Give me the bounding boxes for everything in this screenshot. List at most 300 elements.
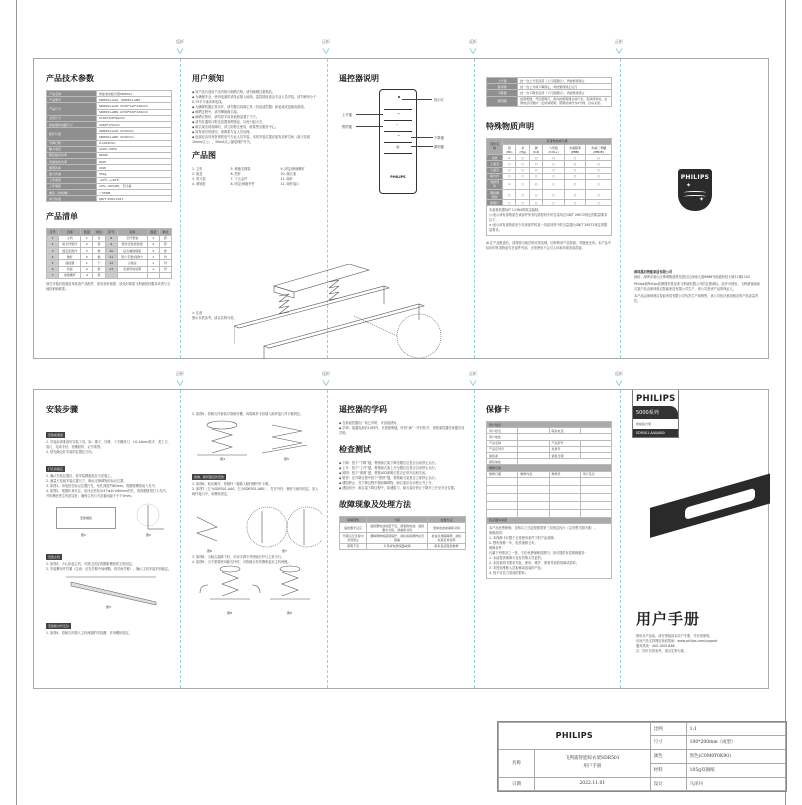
color-label: 颜色 bbox=[650, 749, 686, 763]
packing-cell: 8 bbox=[105, 235, 117, 241]
callout-line bbox=[402, 99, 432, 100]
figure-caption: 图8 bbox=[227, 611, 232, 615]
column-header: 故障现象 bbox=[340, 517, 367, 523]
company-address: 地址：深圳市南山区粤海街道科技园社区深南大道9966号威盛科技大厦11楼1102 bbox=[634, 275, 750, 279]
hazard-mark: ○ bbox=[543, 155, 564, 161]
hazard-mark: ○ bbox=[564, 161, 586, 167]
name-label: 名称 bbox=[499, 749, 535, 777]
color-value: 黑色(C0M0Y0K90) bbox=[686, 749, 785, 763]
section-repair-log: 维修记录 bbox=[487, 465, 612, 471]
fault-cell: 联系售后服务维修 bbox=[428, 543, 466, 549]
hazard-notes bbox=[486, 206, 612, 236]
title-block-logo: PHILIPS bbox=[499, 723, 651, 750]
panel-remote bbox=[327, 59, 474, 358]
repair-cell[interactable] bbox=[549, 509, 580, 517]
bullet-item: ◆ 遇阻回升：晾衣架下降过程中，如遇阻力，晾衣架应停止下降并上升至安全位置。 bbox=[339, 486, 466, 491]
fold-mark-icon bbox=[469, 380, 477, 386]
service-line: 4. 因不可抗力造成的损坏。 bbox=[489, 570, 529, 575]
service-line: 2. 整机保修一年，电机保修五年。 bbox=[489, 540, 538, 545]
packing-cell: 套 bbox=[159, 247, 171, 253]
part-label: 9. 固定/伸缩螺钉 bbox=[280, 167, 305, 171]
packing-cell: 1 bbox=[147, 260, 159, 266]
spec-value: SDR501-AB0: 2230*520*120mm bbox=[97, 109, 172, 115]
repair-cell[interactable] bbox=[549, 493, 580, 501]
hazard-mark: ○ bbox=[543, 200, 564, 206]
part-name: 下盖壳 bbox=[487, 167, 503, 173]
install-step: 1. 如图6，取出侧杆，将侧杆一端插入晾杆槽内并卡紧。 bbox=[192, 482, 272, 486]
packing-cell: 4 bbox=[81, 272, 93, 278]
field-label: 用户姓名 bbox=[487, 428, 518, 434]
repair-cell[interactable] bbox=[487, 509, 518, 517]
hazard-mark: ○ bbox=[586, 155, 612, 161]
field-label: 联系电话 bbox=[549, 428, 580, 434]
figure-1-template bbox=[56, 507, 116, 529]
recycle-note: ♻ 在产品报废后，请按照当地法规妥善处理，回收利用产品资源，勿随意丢弃。本产品中标识的有害物质仅在部件内部，正常使用不会对人体和环境造成损害。 bbox=[486, 241, 611, 251]
hazard-title: 特殊物质声明 bbox=[486, 121, 534, 131]
wave bbox=[684, 191, 706, 194]
column-header: 维修员 bbox=[549, 471, 580, 477]
hazard-mark: ○ bbox=[543, 161, 564, 167]
learning-title: 遥控器的学码 bbox=[339, 405, 387, 414]
figures-6-7 bbox=[192, 497, 319, 555]
column-header: 序号 bbox=[47, 229, 59, 235]
hazard-mark: ○ bbox=[586, 179, 612, 189]
figure-caption: 图5 bbox=[284, 457, 289, 461]
design-value: 马泽丹 bbox=[686, 777, 785, 790]
hazard-mark: ○ bbox=[516, 167, 530, 173]
material-value: 105g双铜纸 bbox=[686, 763, 785, 777]
fault-cell: 升降运行过程中突然停止 bbox=[340, 533, 367, 543]
packing-cell: 4 bbox=[47, 254, 59, 260]
star-icon: ✦ bbox=[698, 196, 704, 203]
hazard-mark: ○ bbox=[543, 167, 564, 173]
spec-value: 220V~50Hz bbox=[97, 146, 172, 152]
bullet-item: ◆ 晾晒过程中，请勿攀爬晾衣架。 bbox=[192, 110, 319, 115]
down-arrow-icon: ⌄ bbox=[397, 132, 401, 137]
column-header: 处理方法 bbox=[428, 517, 466, 523]
indicator-led-icon bbox=[398, 96, 400, 98]
cover-note: 访问产品支持网站获取帮助：www.philips.com/support bbox=[636, 639, 718, 643]
packing-cell: 1 bbox=[147, 266, 159, 272]
field-label: 发票号 bbox=[549, 446, 580, 452]
install-step: 2. 测量天花板安装位置尺寸，确认无障碍物后标记位置。 bbox=[46, 479, 127, 483]
hazard-mark: ○ bbox=[503, 173, 516, 179]
fold-label: 正折 bbox=[615, 39, 623, 44]
packing-row bbox=[47, 272, 172, 278]
part-name: 晾衣杆 bbox=[487, 173, 503, 179]
hazard-mark: ○ bbox=[529, 173, 542, 179]
figure-3 bbox=[46, 572, 172, 612]
hazard-mark: ○ bbox=[564, 167, 586, 173]
spec-label: 升降行程 bbox=[47, 140, 97, 146]
packing-table bbox=[46, 228, 172, 279]
figure-2-drawing bbox=[136, 503, 166, 533]
column-header: 有害物质或元素 bbox=[503, 138, 612, 144]
bullet-item: ◆ 为确保机器正常运作，请勿擅自拆卸主机（包括遥控器）和更改或更换电源线。 bbox=[192, 105, 319, 110]
packing-cell: 晾衣杆组件 bbox=[59, 241, 81, 247]
bullet-item: ◆ 如发现异常情况，请联系专业人员处理。 bbox=[192, 130, 319, 135]
key-name: 暂停键 bbox=[487, 84, 518, 90]
part-name: 电控部件 bbox=[487, 179, 503, 189]
repair-cell[interactable] bbox=[580, 509, 611, 517]
parts-list bbox=[192, 167, 319, 187]
packing-cell: 1 bbox=[147, 254, 159, 260]
part-label: 3. 剪刀架 bbox=[192, 177, 206, 181]
column-header: 名称 bbox=[117, 229, 147, 235]
hazard-mark: ○ bbox=[503, 161, 516, 167]
figure-8-9-drawing bbox=[192, 565, 322, 617]
panel-install bbox=[34, 390, 180, 688]
scale-value: 1:1 bbox=[686, 723, 785, 736]
fault-cell: 检查并排除障碍，减轻负载后再使用 bbox=[428, 533, 466, 543]
repair-cell[interactable] bbox=[487, 477, 518, 485]
label-up: 上升键 bbox=[342, 113, 352, 117]
figure-3-drawing bbox=[46, 572, 166, 606]
fault-cell: 遥控器无反应 bbox=[340, 523, 367, 533]
figure-caption: 图6 bbox=[207, 549, 212, 553]
hazard-mark: ○ bbox=[529, 200, 542, 206]
packing-cell: 套 bbox=[159, 235, 171, 241]
figure-caption: 图4 bbox=[220, 457, 225, 461]
repair-cell[interactable] bbox=[487, 501, 518, 509]
packing-cell: 1 bbox=[47, 235, 59, 241]
install-step: 1. 确认安装位置后，将安装模板贴在天花板上。 bbox=[46, 474, 114, 478]
install-step: 1. 如图3，小心抬起主机，对准已固定的膨胀螺栓将主机固定。 bbox=[46, 562, 135, 566]
material-label: 材料 bbox=[650, 763, 686, 777]
warning-note bbox=[192, 311, 237, 321]
spec-value: ＜55DB bbox=[97, 190, 172, 196]
packing-cell: 主机 bbox=[59, 235, 81, 241]
hazard-table bbox=[486, 138, 612, 207]
install-step: 2. 如图7（左为SDR501-AA0，右为SDR501-AB0），打开外杆，侧杆与晾杆固定，放入晾杆接口中，用螺丝固定。 bbox=[192, 487, 319, 496]
packing-cell: 挡板 bbox=[59, 266, 81, 272]
hazard-mark: ○ bbox=[529, 167, 542, 173]
cover-brand-box bbox=[632, 390, 679, 438]
column-header: 序号 bbox=[105, 229, 117, 235]
divider bbox=[384, 142, 412, 143]
packing-cell: 4 bbox=[147, 247, 159, 253]
bullet-item: ◆ 暂停：在升降过程中按下“暂停”键，观察晾衣架是否立即停止运行。 bbox=[339, 476, 466, 481]
rack-window bbox=[685, 488, 755, 520]
tag-prep: 安装前准备 bbox=[48, 433, 64, 437]
packing-cell: 份 bbox=[159, 254, 171, 260]
packing-cell: 份 bbox=[159, 260, 171, 266]
hazard-mark: ○ bbox=[586, 161, 612, 167]
spec-label: 风速电机功率 bbox=[47, 159, 97, 165]
hazard-mark: ○ bbox=[516, 173, 530, 179]
spec-value: 20W bbox=[97, 165, 172, 171]
field-label: 销售商 bbox=[487, 452, 518, 458]
packing-cell: 加强横杆 bbox=[59, 272, 81, 278]
install-step: 1. 安装前请准备好安装工具，如：梯子、钉锤、十字螺丝刀、10-14mm扳手、美工刀、卷尺、电动手钻、铅锤胶带、记号笔等。 bbox=[46, 440, 171, 449]
packing-cell: 12 bbox=[105, 260, 117, 266]
panel-hazard bbox=[474, 59, 620, 358]
key-name: 上升键 bbox=[487, 78, 518, 84]
category-label: 智能晾衣架 bbox=[636, 422, 652, 426]
repair-cell[interactable] bbox=[549, 477, 580, 485]
service-line: 1. 本保修卡仅限于正常使用条件下的产品故障。 bbox=[489, 535, 557, 540]
tag-host: 安装主机 bbox=[48, 555, 61, 559]
column-header: 数量 bbox=[81, 229, 93, 235]
fold-label: 正折 bbox=[469, 371, 477, 376]
install-step: 3. 如图1，用电钻在标记位置打孔，钻孔深度约60mm，将膨胀螺栓装入孔中。 bbox=[46, 484, 158, 488]
hazard-mark: ○ bbox=[529, 161, 542, 167]
philips-shield-logo-icon: PHILIPS ✦ ✦ bbox=[678, 169, 712, 211]
part-label: 12. 晾杆接口 bbox=[280, 182, 300, 186]
series-label: 5000系列 bbox=[633, 406, 678, 419]
hazard-mark: × bbox=[503, 155, 516, 161]
packing-cell: 空杆套装 bbox=[117, 235, 147, 241]
column-header: 单位 bbox=[93, 229, 105, 235]
hazard-mark: ○ bbox=[586, 167, 612, 173]
fold-mark-icon bbox=[615, 48, 623, 54]
fold-mark-icon bbox=[322, 48, 330, 54]
column-header: 部件名称 bbox=[487, 138, 503, 154]
title-block bbox=[497, 721, 787, 792]
size-label: 尺寸 bbox=[650, 736, 686, 749]
figures-1-2 bbox=[46, 503, 172, 543]
figure-caption: 图2 bbox=[146, 533, 151, 537]
bullet-item: ◆ 照明：按下“照明”键，观察LED照明灯是否正常开启和关闭。 bbox=[339, 471, 466, 476]
hazard-row bbox=[487, 190, 612, 200]
fold-label: 反折 bbox=[176, 39, 184, 44]
packing-cell: 安装用电说明 bbox=[117, 266, 147, 272]
key-function: 按一次下降至底部（下行程限位），再按暂停停止 bbox=[518, 90, 612, 96]
callout-line bbox=[411, 146, 433, 147]
tag-storage: 收纳、晾杆固定和安装 bbox=[194, 475, 225, 479]
company-name: 深圳晨启智能家居有限公司 bbox=[634, 270, 673, 274]
repair-cell[interactable] bbox=[549, 501, 580, 509]
hazard-row bbox=[487, 200, 612, 206]
panel-warranty bbox=[474, 390, 620, 688]
tag-rod: 安装晾衣杆定位 bbox=[48, 624, 70, 628]
label-light: 照明键 bbox=[434, 145, 444, 149]
spec-value: SDR501-AA0: 2130mm bbox=[97, 128, 172, 134]
spec-label: 产品型号 bbox=[47, 97, 97, 103]
header-row bbox=[487, 144, 612, 154]
substance-header: 铅(Pb) bbox=[503, 144, 516, 154]
packing-cell: 13 bbox=[105, 266, 117, 272]
repair-cell[interactable] bbox=[580, 477, 611, 485]
divider bbox=[384, 153, 412, 154]
packing-cell: 10 bbox=[105, 247, 117, 253]
install-step: 4. 如图9，当不需要使用晾衣杆时，可将晾衣杆折叠收起至主机两侧。 bbox=[192, 560, 291, 564]
hazard-mark: ○ bbox=[516, 200, 530, 206]
packing-note: 请在开箱后按照清单检查产品配件，如发现有缺损、请及时联系飞利浦授权服务或者与当地经销商联系。 bbox=[46, 281, 171, 291]
column-header: 名称 bbox=[59, 229, 81, 235]
fold-mark-icon bbox=[322, 380, 330, 386]
label-stop: 暂停键 bbox=[342, 125, 352, 129]
warranty-table bbox=[486, 421, 612, 579]
column-header: 单位 bbox=[159, 229, 171, 235]
fold-label: 反折 bbox=[322, 371, 330, 376]
packing-cell: 个 bbox=[93, 260, 105, 266]
packing-cell: 配件安装套装组 bbox=[117, 241, 147, 247]
repair-cell[interactable] bbox=[518, 493, 549, 501]
substance-header: 多溴联苯(PBB) bbox=[564, 144, 586, 154]
figure-6-7-drawing bbox=[192, 497, 322, 549]
column-header: 维修内容 bbox=[518, 471, 549, 477]
packing-cell: 6 bbox=[47, 266, 59, 272]
part-label: 1. 主机 bbox=[192, 167, 203, 171]
bullet-item: ◆ 电源应由具有资格的电气专业人员安装，本机安装位置应留有足够空间（离天花板10mm以上），30mA以上漏电保护开关。 bbox=[192, 135, 319, 145]
spec-value: 智能电动晾衣架SDR501 bbox=[97, 91, 172, 97]
packing-cell: 3 bbox=[47, 247, 59, 253]
cover-notes bbox=[636, 634, 764, 654]
spec-value: 0-1020mm bbox=[97, 140, 172, 146]
part-label: 5. 伸缩支撑架 bbox=[230, 167, 251, 171]
bullet-item: ◆ 学码：接通电源后10秒内，长按照明键，听到“滴”一声后松开，再按遥控器任意键完成学码。 bbox=[339, 426, 466, 436]
packing-cell: 遥控器 bbox=[59, 260, 81, 266]
figure-caption: 图3 bbox=[106, 605, 111, 609]
packing-cell: 钻孔辅助模板 bbox=[117, 247, 147, 253]
spec-value: SDR501-AA0、SDR501-AB0 bbox=[97, 97, 172, 103]
packing-cell: 1 bbox=[81, 235, 93, 241]
packing-cell: 台 bbox=[93, 235, 105, 241]
packing-title: 产品清单 bbox=[46, 212, 78, 222]
faults-title: 故障现象及处理方法 bbox=[339, 500, 411, 509]
spec-label: 晾杆长度 bbox=[47, 128, 97, 140]
packing-cell: 7 bbox=[47, 272, 59, 278]
warning-title: ⚠ 注意 bbox=[192, 311, 203, 315]
fold-label: 反折 bbox=[469, 39, 477, 44]
figure-label: 安装模板 bbox=[79, 516, 92, 520]
fold-mark-icon bbox=[176, 48, 184, 54]
repair-cell[interactable] bbox=[487, 493, 518, 501]
spec-value: 560W bbox=[97, 152, 172, 158]
hazard-mark: ○ bbox=[543, 173, 564, 179]
figure-caption: 图7 bbox=[282, 549, 287, 553]
bullet-item: ◆ 为确保安全，使用电源时请务必插入地线，监控插座请由专业人员安装，请勿使用小于0.75平方毫米的电线。 bbox=[192, 95, 319, 105]
warning-icon: ⚠ bbox=[192, 311, 195, 315]
packing-cell: 9 bbox=[105, 241, 117, 247]
recycle-icon: ♻ bbox=[486, 241, 489, 246]
packing-cell bbox=[105, 272, 117, 278]
notice-list bbox=[192, 90, 319, 145]
fault-cell: 遥控器电池电量不足，请更换电池；遥控器未对码，请重新对码 bbox=[367, 523, 428, 533]
spec-label: 产品名称 bbox=[47, 91, 97, 97]
field-label: 用户地址 bbox=[487, 434, 518, 440]
part-label: 8. 固定/伸缩杆件 bbox=[230, 182, 255, 186]
repair-cell[interactable] bbox=[487, 485, 518, 493]
packing-cell: 2 bbox=[81, 241, 93, 247]
service-line: 保修范围： bbox=[489, 530, 505, 535]
repair-cell[interactable] bbox=[580, 485, 611, 493]
repair-cell[interactable] bbox=[518, 501, 549, 509]
spec-value: 1064*170mm bbox=[97, 121, 172, 127]
repair-cell[interactable] bbox=[580, 501, 611, 509]
spec-value: 60W bbox=[97, 159, 172, 165]
hazard-mark: ○ bbox=[543, 190, 564, 200]
packing-cell: 2 bbox=[81, 254, 93, 260]
section-user-info: 用户信息 bbox=[487, 422, 612, 428]
packing-cell: 2 bbox=[81, 266, 93, 272]
packing-cell: 侧杆 bbox=[59, 254, 81, 260]
fault-row bbox=[340, 523, 466, 533]
hazard-mark: ○ bbox=[564, 200, 586, 206]
column-header: 维修日期 bbox=[487, 471, 518, 477]
spec-value: 1184*316*62mm bbox=[97, 115, 172, 121]
hazard-note: ○:表示该有害物质在该部件所有均质材料中的含量均在GB/T 26572规定的限量要求以下。 bbox=[489, 213, 608, 223]
substance-header: 汞(Hg) bbox=[516, 144, 530, 154]
stop-icon: – bbox=[396, 122, 398, 127]
repair-cell[interactable] bbox=[518, 509, 549, 517]
specs-title: 产品技术参数 bbox=[46, 74, 94, 83]
callout-line bbox=[356, 126, 383, 127]
substance-header: 六价铬(Cr6+) bbox=[543, 144, 564, 154]
warranty-title: 保修卡 bbox=[486, 405, 510, 414]
check-title: 检查测试 bbox=[339, 445, 371, 454]
company-info bbox=[634, 270, 762, 304]
date-value: 2022.11.01 bbox=[535, 777, 651, 790]
install-step: 2. 安装螺母并拧紧（注意：应先拧紧中间两颗，再对角拧紧），确认主机安装牢固稳定。 bbox=[46, 567, 172, 571]
spec-label: 工作湿度 bbox=[47, 183, 97, 189]
bullet-item: ◆ 上升：按下“上升”键，观察晾衣架上升至限位后是否自动停止运行。 bbox=[339, 466, 466, 471]
hazard-row bbox=[487, 179, 612, 189]
spec-label: 工作温度 bbox=[47, 177, 97, 183]
part-label: 2. 面盖 bbox=[192, 172, 203, 176]
divider bbox=[384, 120, 412, 121]
size-value: 100*200mm（成型） bbox=[686, 736, 785, 749]
notice-title: 用户须知 bbox=[192, 74, 224, 83]
panel-troubleshoot bbox=[327, 390, 474, 688]
fold-mark-icon bbox=[176, 380, 184, 386]
bullet-item: ◆ 遇阻停止：在下降过程中遇到障碍物，晾衣架应自动停止并上升。 bbox=[339, 481, 466, 486]
service-line: 2. 未按说明书要求安装、使用、维护、保管导致的故障或损坏； bbox=[489, 560, 580, 565]
learning-list bbox=[339, 421, 466, 436]
label-down: 下降键 bbox=[434, 136, 444, 140]
panel-install-2 bbox=[180, 390, 327, 688]
hazard-mark: ○ bbox=[529, 190, 542, 200]
date-label: 日期 bbox=[499, 777, 535, 790]
star-icon: ✦ bbox=[686, 182, 692, 189]
spec-label: 智能模块电路尺寸 bbox=[47, 121, 97, 127]
spec-label: 噪音（待机噪） bbox=[47, 190, 97, 196]
packing-cell: 套 bbox=[93, 266, 105, 272]
figure-4-5-drawing bbox=[192, 417, 322, 457]
fault-cell: 照明不亮 bbox=[340, 543, 367, 549]
key-name: 照明键 bbox=[487, 96, 518, 106]
packing-cell: 根 bbox=[93, 254, 105, 260]
fold-label: 正折 bbox=[322, 39, 330, 44]
column-header: 数量 bbox=[147, 229, 159, 235]
part-name: 上盖壳 bbox=[487, 161, 503, 167]
spec-label: 执行标准 bbox=[47, 196, 97, 202]
manual-title: 用户手册 bbox=[636, 610, 701, 628]
repair-cell[interactable] bbox=[549, 485, 580, 493]
install-title: 安装步骤 bbox=[46, 405, 78, 414]
packing-cell: 2 bbox=[47, 241, 59, 247]
light-icon: ◎ bbox=[396, 144, 400, 149]
design-label: 设计 bbox=[650, 777, 686, 790]
part-label: 6. 挡杆 bbox=[230, 172, 241, 176]
hazard-mark: ○ bbox=[516, 179, 530, 189]
packing-cell: 套 bbox=[93, 241, 105, 247]
hazard-mark: ○ bbox=[543, 179, 564, 189]
packing-cell: 2 bbox=[81, 247, 93, 253]
repair-cell[interactable] bbox=[518, 477, 549, 485]
hazard-mark: ○ bbox=[564, 155, 586, 161]
fault-row bbox=[340, 543, 466, 549]
repair-cell[interactable] bbox=[580, 493, 611, 501]
outside-spread bbox=[33, 389, 769, 689]
trademark-note: Philips和Philips盾牌图形是皇家飞利浦有限公司的注册商标，经许可使用。飞利浦智能晾衣架产品由深圳晨启智能家居有限公司生产，该公司是该产品的保证人。 bbox=[634, 282, 760, 291]
key-function: 按照明键，开启照明灯，再次按照明键关闭灯光。夜间使用时，在断电后可维持一定时间照明；照明时间约为2分钟，自动关闭。 bbox=[518, 96, 612, 106]
spec-label: 主机尺寸 bbox=[47, 115, 97, 121]
hazard-mark: ○ bbox=[503, 200, 516, 206]
spec-value: SDR501-AA0: 2130*110*120mm bbox=[97, 103, 172, 109]
repair-cell[interactable] bbox=[518, 485, 549, 493]
